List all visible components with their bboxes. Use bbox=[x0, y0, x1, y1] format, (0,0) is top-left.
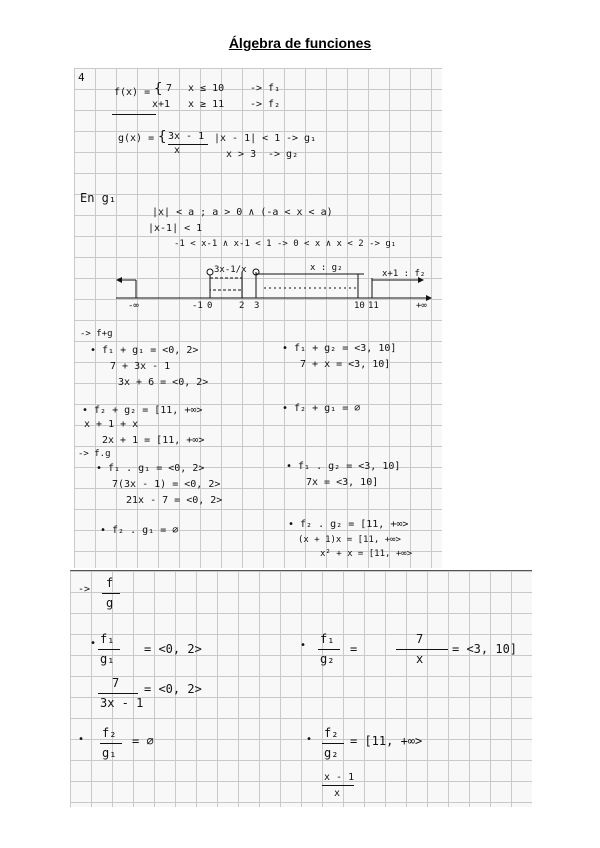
quot-d2-den: x bbox=[334, 788, 341, 799]
g-row1-name: -> g₁ bbox=[286, 133, 317, 144]
quot-a-num: f₁ bbox=[100, 632, 115, 646]
prod-f2g2-step1: (x + 1)x = [11, +∞> bbox=[298, 535, 401, 545]
prod-f2g2: • f₂ . g₂ = [11, +∞> bbox=[288, 519, 409, 530]
g1-step1: |x-1| < 1 bbox=[148, 223, 203, 234]
g-row2-cond: x > 3 bbox=[226, 149, 257, 160]
sum-f1g1: • f₁ + g₁ = <0, 2> bbox=[90, 345, 199, 356]
prod-f2g1: • f₂ . g₁ = ∅ bbox=[100, 525, 179, 536]
quot-a2-bar bbox=[98, 693, 138, 694]
quot-a-bullet: • bbox=[90, 638, 97, 649]
quot-d-den: g₂ bbox=[324, 746, 339, 760]
f-row1-name: -> f₁ bbox=[250, 83, 281, 94]
quot-heading-g: g bbox=[106, 596, 114, 610]
nl-tick-11: 11 bbox=[368, 301, 379, 311]
quot-a2-num: 7 bbox=[112, 676, 120, 690]
quot-d-bullet: • bbox=[306, 734, 313, 745]
sum-f1g1-step2: 3x + 6 = <0, 2> bbox=[118, 377, 209, 388]
g-row1-num: 3x - 1 bbox=[168, 131, 205, 142]
prod-heading: -> f.g bbox=[78, 449, 111, 459]
quot-heading-bar bbox=[102, 593, 120, 594]
f-row2-expr: x+1 bbox=[152, 99, 171, 110]
quot-heading-f: f bbox=[106, 576, 114, 590]
prod-f1g1-step1: 7(3x - 1) = <0, 2> bbox=[112, 479, 221, 490]
quot-b2-num: 7 bbox=[416, 632, 424, 646]
sum-f2g2-step1: x + 1 + x bbox=[84, 419, 139, 430]
g-brace: { bbox=[158, 129, 167, 145]
prod-f2g2-step2: x² + x = [11, +∞> bbox=[320, 549, 413, 559]
f-row2-cond: x ≥ 11 bbox=[188, 99, 225, 110]
quot-b-bar bbox=[318, 649, 340, 650]
quot-c-bullet: • bbox=[78, 734, 85, 745]
nl-tick-minus-1: -1 bbox=[192, 301, 203, 311]
sum-f2g2-step2: 2x + 1 = [11, +∞> bbox=[102, 435, 205, 446]
f-brace: { bbox=[154, 81, 163, 97]
sum-f2g1: • f₂ + g₁ = ∅ bbox=[282, 403, 361, 414]
f-row1-cond: x ≤ 10 bbox=[188, 83, 225, 94]
notebook-page-1 bbox=[74, 68, 442, 568]
quot-a2-den: 3x - 1 bbox=[100, 696, 144, 710]
quot-b2-bar bbox=[396, 649, 448, 650]
prod-f1g2-step1: 7x = <3, 10] bbox=[306, 477, 379, 488]
g1-step2: -1 < x-1 ∧ x-1 < 1 -> 0 < x ∧ x < 2 -> g₁ bbox=[174, 239, 397, 249]
f-row-divider bbox=[112, 114, 156, 115]
quot-a-bar bbox=[98, 649, 120, 650]
g-row2-name: -> g₂ bbox=[268, 149, 299, 160]
g-row2-num: x bbox=[174, 145, 181, 156]
page-number: 4 bbox=[78, 71, 85, 84]
quot-d2-bar bbox=[322, 785, 354, 786]
g-lhs: g(x) = bbox=[118, 133, 155, 144]
sum-heading: -> f+g bbox=[80, 329, 113, 339]
quot-b2-val: = <3, 10] bbox=[452, 642, 518, 656]
abs-rule: |x| < a ; a > 0 ∧ (-a < x < a) bbox=[152, 207, 333, 218]
f-lhs: f(x) = bbox=[114, 87, 151, 98]
quot-b2-den: x bbox=[416, 652, 424, 666]
quot-d-val: = [11, +∞> bbox=[350, 734, 423, 748]
quot-c-den: g₁ bbox=[102, 746, 117, 760]
document-title: Álgebra de funciones bbox=[228, 35, 372, 51]
nl-tick-plus-inf: +∞ bbox=[416, 301, 427, 311]
prod-f1g1-step2: 21x - 7 = <0, 2> bbox=[126, 495, 223, 506]
prod-f1g1: • f₁ . g₁ = <0, 2> bbox=[96, 463, 205, 474]
quot-a-val: = <0, 2> bbox=[144, 642, 202, 656]
nl-label-f2: x+1 : f₂ bbox=[382, 269, 426, 279]
prod-f1g2: • f₁ . g₂ = <3, 10] bbox=[286, 461, 401, 472]
en-g1-heading: En g₁ bbox=[80, 191, 117, 205]
quot-c-val: = ∅ bbox=[132, 734, 154, 748]
quot-c-bar bbox=[100, 743, 122, 744]
quot-arrow: -> bbox=[78, 584, 91, 595]
f-row1-expr: 7 bbox=[166, 83, 173, 94]
quot-d-num: f₂ bbox=[324, 726, 339, 740]
nl-tick-10: 10 bbox=[354, 301, 365, 311]
nl-label-g1: 3x-1/x bbox=[214, 265, 247, 275]
quot-a-den: g₁ bbox=[100, 652, 115, 666]
sum-f1g1-step1: 7 + 3x - 1 bbox=[110, 361, 171, 372]
sum-f2g2: • f₂ + g₂ = [11, +∞> bbox=[82, 405, 203, 416]
nl-tick-3: 3 bbox=[254, 301, 260, 311]
quot-d-bar bbox=[322, 743, 344, 744]
quot-a2-val: = <0, 2> bbox=[144, 682, 202, 696]
f-row2-name: -> f₂ bbox=[250, 99, 281, 110]
quot-d2-num: x - 1 bbox=[324, 772, 355, 783]
nl-tick-0: 0 bbox=[207, 301, 213, 311]
sum-f1g2-step1: 7 + x = <3, 10] bbox=[300, 359, 391, 370]
quot-b-eq: = bbox=[350, 642, 358, 656]
quot-b-bullet: • bbox=[300, 640, 307, 651]
notebook-page-2 bbox=[70, 570, 532, 807]
quot-c-num: f₂ bbox=[102, 726, 117, 740]
nl-label-g2: x : g₂ bbox=[310, 263, 343, 273]
quot-b-num: f₁ bbox=[320, 632, 335, 646]
nl-tick-minus-inf: -∞ bbox=[128, 301, 139, 311]
nl-tick-2: 2 bbox=[239, 301, 245, 311]
sum-f1g2: • f₁ + g₂ = <3, 10] bbox=[282, 343, 397, 354]
g-row1-cond: |x - 1| < 1 bbox=[214, 133, 281, 144]
quot-b-den: g₂ bbox=[320, 652, 335, 666]
